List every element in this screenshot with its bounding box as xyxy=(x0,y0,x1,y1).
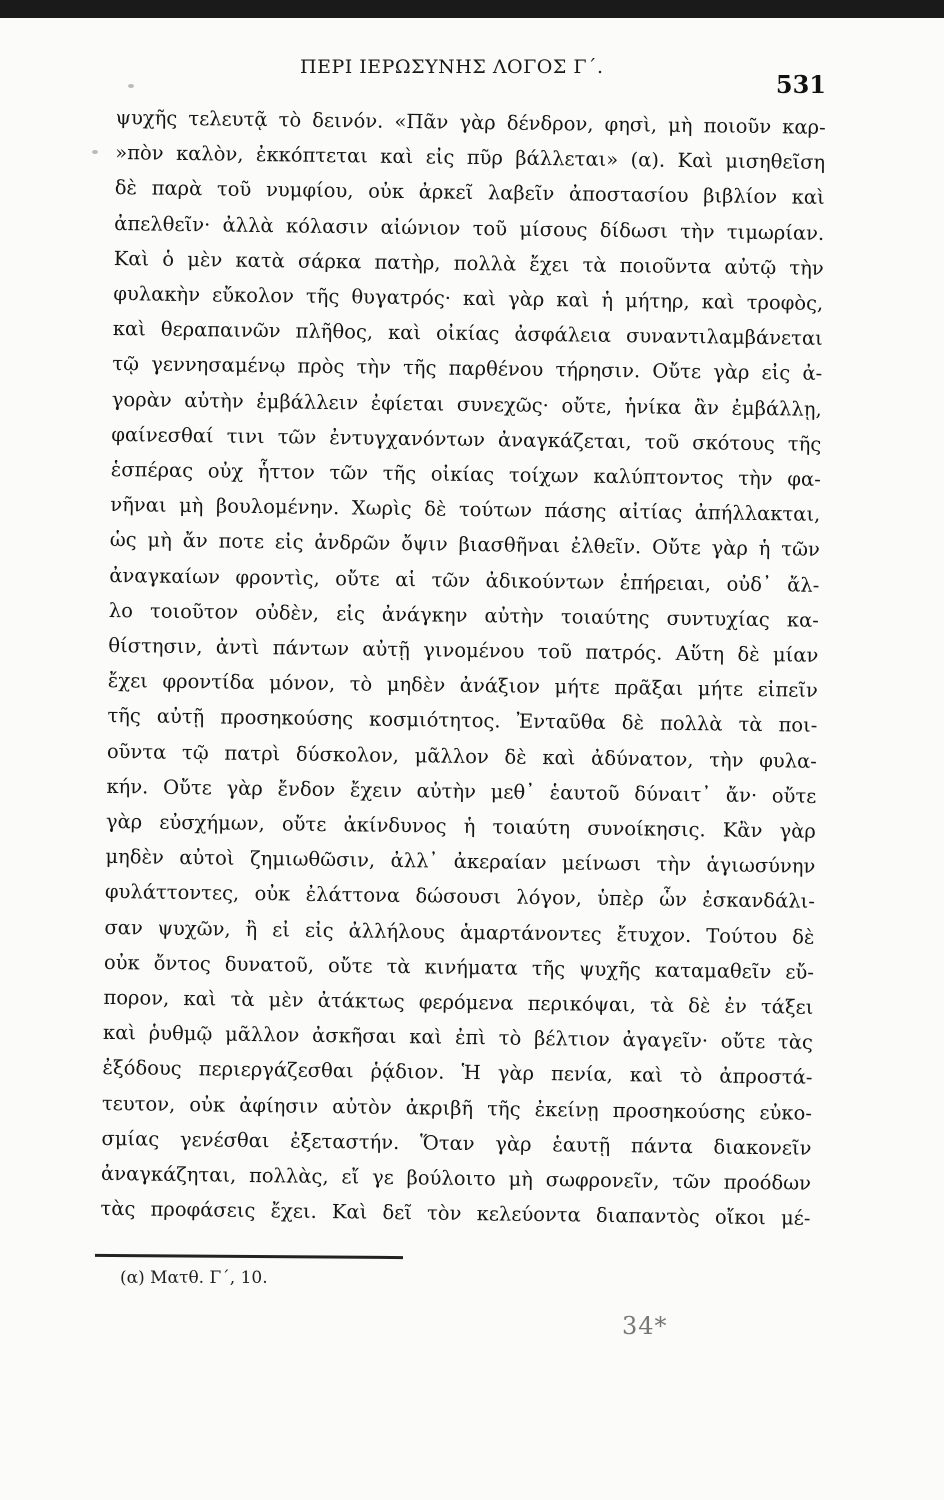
text-line: δὲ παρὰ τοῦ νυμφίου, οὐκ ἀρκεῖ λαβεῖν ἀποστασίου βιβλίον καὶ xyxy=(114,176,825,210)
text-line: γορὰν αὐτὴν ἐμβάλλειν ἐφίεται συνεχῶς· οὔτε, ἡνίκα ἂν ἐμβάλλῃ, xyxy=(111,387,822,421)
text-line: τῆς αὐτῇ προσηκούσης κοσμιότητος. Ἐνταῦθα δὲ πολλὰ τὰ ποι- xyxy=(107,704,818,738)
text-line: ἀναγκάζηται, πολλὰς, εἴ γε βούλοιτο μὴ σωφρονεῖν, τῶν προόδων xyxy=(100,1161,812,1195)
text-line: τῷ γεννησαμένῳ πρὸς τὴν τῆς παρθένου τήρησιν. Οὔτε γὰρ εἰς ἀ- xyxy=(112,352,823,386)
text-line: οῦντα τῷ πατρὶ δύσκολον, μᾶλλον δὲ καὶ ἀδύνατον, τὴν φυλα- xyxy=(106,739,817,773)
text-line: λο τοιοῦτον οὐδὲν, εἰς ἀνάγκην αὐτὴν τοιαύτης συντυχίας κα- xyxy=(108,598,819,632)
text-line: φυλάττοντες, οὐκ ἐλάττονα δώσουσι λόγον, ὑπὲρ ὧν ἐσκανδάλι- xyxy=(104,880,816,914)
text-line: ἀναγκαίων φροντὶς, οὔτε αἱ τῶν ἀδικούντων ἐπήρειαι, οὐδ᾽ ἄλ- xyxy=(109,563,820,597)
scan-top-border xyxy=(0,0,944,18)
footnote: (α) Ματθ. Γ΄, 10. xyxy=(120,1268,268,1288)
scan-speck xyxy=(92,150,98,154)
text-line: τευτον, οὐκ ἀφίησιν αὐτὸν ἀκριβῆ τῆς ἐκείνῃ προσηκούσης εὐκο- xyxy=(101,1091,813,1125)
text-line: τὰς προφάσεις ἔχει. Καὶ δεῖ τὸν κελεύοντα διαπαντὸς οἴκοι μέ- xyxy=(100,1197,811,1231)
text-line: ἀπελθεῖν· ἀλλὰ κόλασιν αἰώνιον τοῦ μίσους δίδωσι τὴν τιμωρίαν. xyxy=(114,211,825,245)
footnote-divider xyxy=(95,1254,403,1259)
text-line: »πὸν καλὸν, ἐκκόπτεται καὶ εἰς πῦρ βάλλεται» (α). Καὶ μισηθεῖση xyxy=(115,141,826,175)
text-line: φαίνεσθαί τινι τῶν ἐντυγχανόντων ἀναγκάζεται, τοῦ σκότους τῆς xyxy=(111,422,822,456)
text-line: νῆναι μὴ βουλομένην. Χωρὶς δὲ τούτων πάσης αἰτίας ἀπήλλακται, xyxy=(110,493,821,527)
text-line: καὶ ῥυθμῷ μᾶλλον ἀσκῆσαι καὶ ἐπὶ τὸ βέλτιον ἀγαγεῖν· οὔτε τὰς xyxy=(102,1021,814,1055)
text-line: κήν. Οὔτε γὰρ ἔνδον ἔχειν αὐτὴν μεθ᾽ ἑαυτοῦ δύναιτ᾽ ἄν· οὔτε xyxy=(106,774,817,808)
running-head: ΠΕΡΙ ΙΕΡΩΣΥΝΗΣ ΛΟΓΟΣ Γ΄. xyxy=(300,56,604,78)
scan-speck xyxy=(128,84,134,88)
page-number: 531 xyxy=(775,70,826,99)
body-text xyxy=(100,100,826,1236)
text-line: ψυχῆς τελευτᾷ τὸ δεινόν. «Πᾶν γὰρ δένδρον, φησὶ, μὴ ποιοῦν καρ- xyxy=(115,105,826,139)
text-line: Καὶ ὁ μὲν κατὰ σάρκα πατὴρ, πολλὰ ἔχει τὰ ποιοῦντα αὐτῷ τὴν xyxy=(113,246,824,280)
text-line: ἔχει φροντίδα μόνον, τὸ μηδὲν ἀνάξιον μήτε πρᾶξαι μήτε εἰπεῖν xyxy=(107,669,818,703)
text-line: θίστησιν, ἀντὶ πάντων αὐτῇ γινομένου τοῦ πατρός. Αὕτη δὲ μίαν xyxy=(108,633,819,667)
text-line: οὐκ ὄντος δυνατοῦ, οὔτε τὰ κινήματα τῆς ψυχῆς καταμαθεῖν εὔ- xyxy=(103,950,815,984)
text-line: μηδὲν αὐτοὶ ζημιωθῶσιν, ἀλλ᾽ ἀκεραίαν μείνωσι τὴν ἁγιωσύνην xyxy=(105,845,816,879)
text-line: σαν ψυχῶν, ἢ εἰ εἰς ἀλλήλους ἁμαρτάνοντες ἔτυχον. Τούτου δὲ xyxy=(104,915,815,949)
text-line: φυλακὴν εὔκολον τῆς θυγατρός· καὶ γὰρ καὶ ἡ μήτηρ, καὶ τροφὸς, xyxy=(113,281,824,315)
text-line: σμίας γενέσθαι ἐξεταστήν. Ὅταν γὰρ ἑαυτῇ πάντα διακονεῖν xyxy=(101,1126,812,1160)
text-line: ὡς μὴ ἄν ποτε εἰς ἀνδρῶν ὄψιν βιασθῆναι ἐλθεῖν. Οὔτε γὰρ ἡ τῶν xyxy=(109,528,820,562)
text-line: ἐξόδους περιεργάζεσθαι ῥᾴδιον. Ἡ γὰρ πενία, καὶ τὸ ἀπροστά- xyxy=(102,1056,813,1090)
printer-signature-mark: 34* xyxy=(622,1312,668,1340)
text-line: καὶ θεραπαινῶν πλῆθος, καὶ οἰκίας ἀσφάλεια συναντιλαμβάνεται xyxy=(112,317,823,351)
text-line: γὰρ εὐσχήμων, οὔτε ἀκίνδυνος ἡ τοιαύτη συνοίκησις. Κἂν γὰρ xyxy=(105,809,817,843)
text-line: πορον, καὶ τὰ μὲν ἀτάκτως φερόμενα περικόψαι, τὰ δὲ ἐν τάξει xyxy=(103,985,814,1019)
text-line: ἑσπέρας οὐχ ἧττον τῶν τῆς οἰκίας τοίχων καλύπτοντος τὴν φα- xyxy=(110,457,821,491)
